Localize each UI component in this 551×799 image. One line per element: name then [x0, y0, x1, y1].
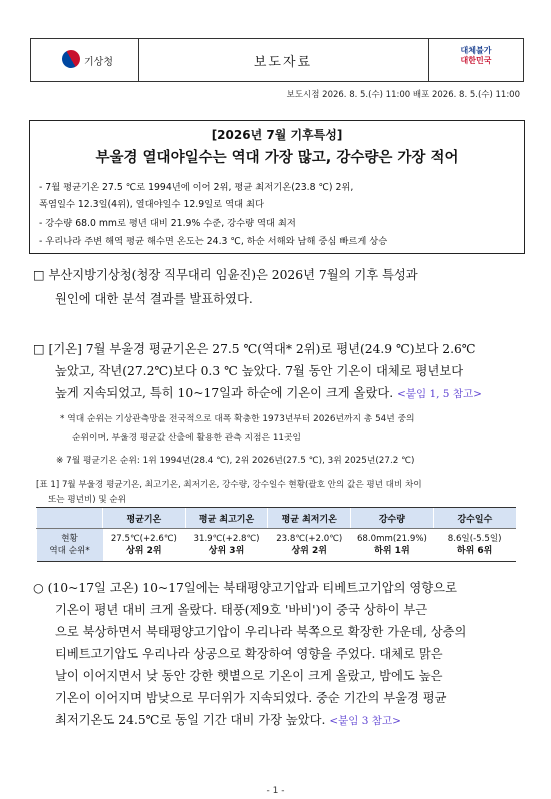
table-row-header — [37, 529, 103, 562]
cell-rank: 상위 2위 — [126, 546, 162, 556]
temp-paragraph-line: □ [기온] 7월 부울경 평균기온은 27.5 ℃(역대* 2위)로 평년(24.9 ℃)보다 2.6℃ — [33, 342, 476, 356]
summary-bullet: - 우리나라 주변 해역 평균 해수면 온도는 24.3 ℃, 하순 서해와 남해 중심 빠르게 상승 — [39, 236, 388, 247]
footnote-ranking: ※ 7월 평균기온 순위: 1위 1994년(28.4 ℃), 2위 2026년(27.5 ℃), 3위 2025년(27.2 ℃) — [56, 456, 415, 466]
table-cell — [268, 529, 351, 562]
row-header-line: 역대 순위* — [49, 546, 90, 556]
summary-bullet: - 강수량 68.0 mm로 평년 대비 21.9% 수준, 강수량 역대 최저 — [39, 218, 296, 229]
table-cell — [351, 529, 434, 562]
doc-type-title: 보도자료 — [253, 55, 313, 70]
heat-paragraph-text: 최저기온도 24.5℃로 동일 기간 대비 가장 높았다. — [55, 713, 330, 727]
cell-value: 31.9℃(+2.8℃) — [193, 534, 260, 544]
climate-table — [36, 507, 516, 562]
agency-name: 기상청 — [84, 57, 113, 68]
table-header-cell: 평균 최고기온 — [185, 508, 268, 529]
slogan-logo-line1: 대체불가 — [460, 46, 492, 55]
cell-rank: 상위 3위 — [208, 546, 245, 556]
summary-bullet: 폭염일수 12.3일(4위), 열대야일수 12.9일로 역대 최다 — [39, 199, 264, 210]
table-header-row — [37, 508, 517, 529]
summary-bullet: - 7월 평균기온 27.5 ℃로 1994년에 이어 2위, 평균 최저기온(23.8 ℃) 2위, — [39, 182, 354, 193]
heat-paragraph-line: ○ (10~17일 고온) 10~17일에는 북태평양고기압과 티베트고기압의 영향으로 — [33, 581, 457, 595]
temp-paragraph-line — [55, 382, 482, 405]
cell-rank: 상위 2위 — [291, 546, 327, 556]
heat-paragraph-line: 날이 이어지면서 낮 동안 강한 햇볕으로 기온이 크게 올랐고, 밤에도 높은 — [55, 669, 443, 683]
table-header-cell: 강수량 — [351, 508, 434, 529]
temp-paragraph-text: 높게 지속되었고, 특히 10~17일과 하순에 기온이 크게 올랐다. — [55, 386, 398, 400]
footnote: * 역대 순위는 기상관측망을 전국적으로 대폭 확충한 1973년부터 2026년까지 총 54년 중의 — [60, 414, 415, 424]
cell-rank: 하위 1위 — [374, 546, 410, 556]
appendix-reference: <붙임 1, 5 참고> — [397, 388, 482, 400]
page-number: - 1 - — [266, 786, 285, 796]
heat-paragraph-line: 으로 북상하면서 북태평양고기압이 우리나라 북쪽으로 확장한 가운데, 상층의 — [55, 625, 467, 639]
intro-paragraph-line: 원인에 대한 분석 결과를 발표하였다. — [55, 292, 253, 306]
table-caption: [표 1] 7월 부울경 평균기온, 최고기온, 최저기온, 강수량, 강수일수 현황(괄호 안의 값은 평년 대비 차이 — [36, 480, 422, 490]
intro-paragraph-line: □ 부산지방기상청(청장 직무대리 임윤진)은 2026년 7월의 기후 특성과 — [33, 268, 418, 282]
appendix-reference: <붙임 3 참고> — [329, 715, 401, 727]
heat-paragraph-line: 티베트고기압도 우리나라 상공으로 확장하여 영향을 주었다. 대체로 맑은 — [55, 647, 443, 661]
table-row — [37, 529, 517, 562]
cell-value: 8.6일(-5.5일) — [447, 534, 502, 544]
table-caption: 또는 평년비) 및 순위 — [48, 495, 126, 505]
table-header-cell: 평균 최저기온 — [268, 508, 351, 529]
heat-paragraph-line: 기온이 평년 대비 크게 올랐다. 태풍(제9호 '바비')이 중국 상하이 부근 — [55, 603, 428, 617]
cell-value: 68.0mm(21.9%) — [356, 534, 427, 544]
heat-paragraph-line: 기온이 이어지며 밤낮으로 무더위가 지속되었다. 중순 기간의 부울경 평균 — [55, 691, 447, 705]
table-header-cell: 평균기온 — [103, 508, 186, 529]
temp-paragraph-line: 높았고, 작년(27.2℃)보다 0.3 ℃ 높았다. 7월 동안 기온이 대체로 평년보다 — [55, 364, 464, 378]
row-header-line: 현황 — [61, 534, 78, 544]
cell-value: 23.8℃(+2.0℃) — [276, 534, 343, 544]
slogan-logo — [436, 46, 516, 74]
table-cell — [433, 529, 516, 562]
table-header-cell: 강수일수 — [433, 508, 516, 529]
table-cell — [103, 529, 186, 562]
cell-rank: 하위 6위 — [456, 546, 493, 556]
slogan-logo-line2: 대한민국 — [460, 56, 492, 65]
summary-headline: 부울경 열대야일수는 역대 가장 많고, 강수량은 가장 적어 — [95, 150, 459, 166]
cell-value: 27.5℃(+2.6℃) — [110, 534, 177, 544]
release-dateline: 보도시점 2026. 8. 5.(수) 11:00 배포 2026. 8. 5.(수) 11:00 — [286, 90, 520, 100]
table-cell — [185, 529, 268, 562]
header-divider — [428, 38, 429, 82]
heat-paragraph-line — [55, 709, 401, 732]
footnote: 순위이며, 부울경 평균값 산출에 활용한 관측 지점은 11곳임 — [72, 433, 302, 443]
table-header-cell — [37, 508, 103, 529]
summary-subtitle: [2026년 7월 기후특성] — [211, 128, 343, 142]
